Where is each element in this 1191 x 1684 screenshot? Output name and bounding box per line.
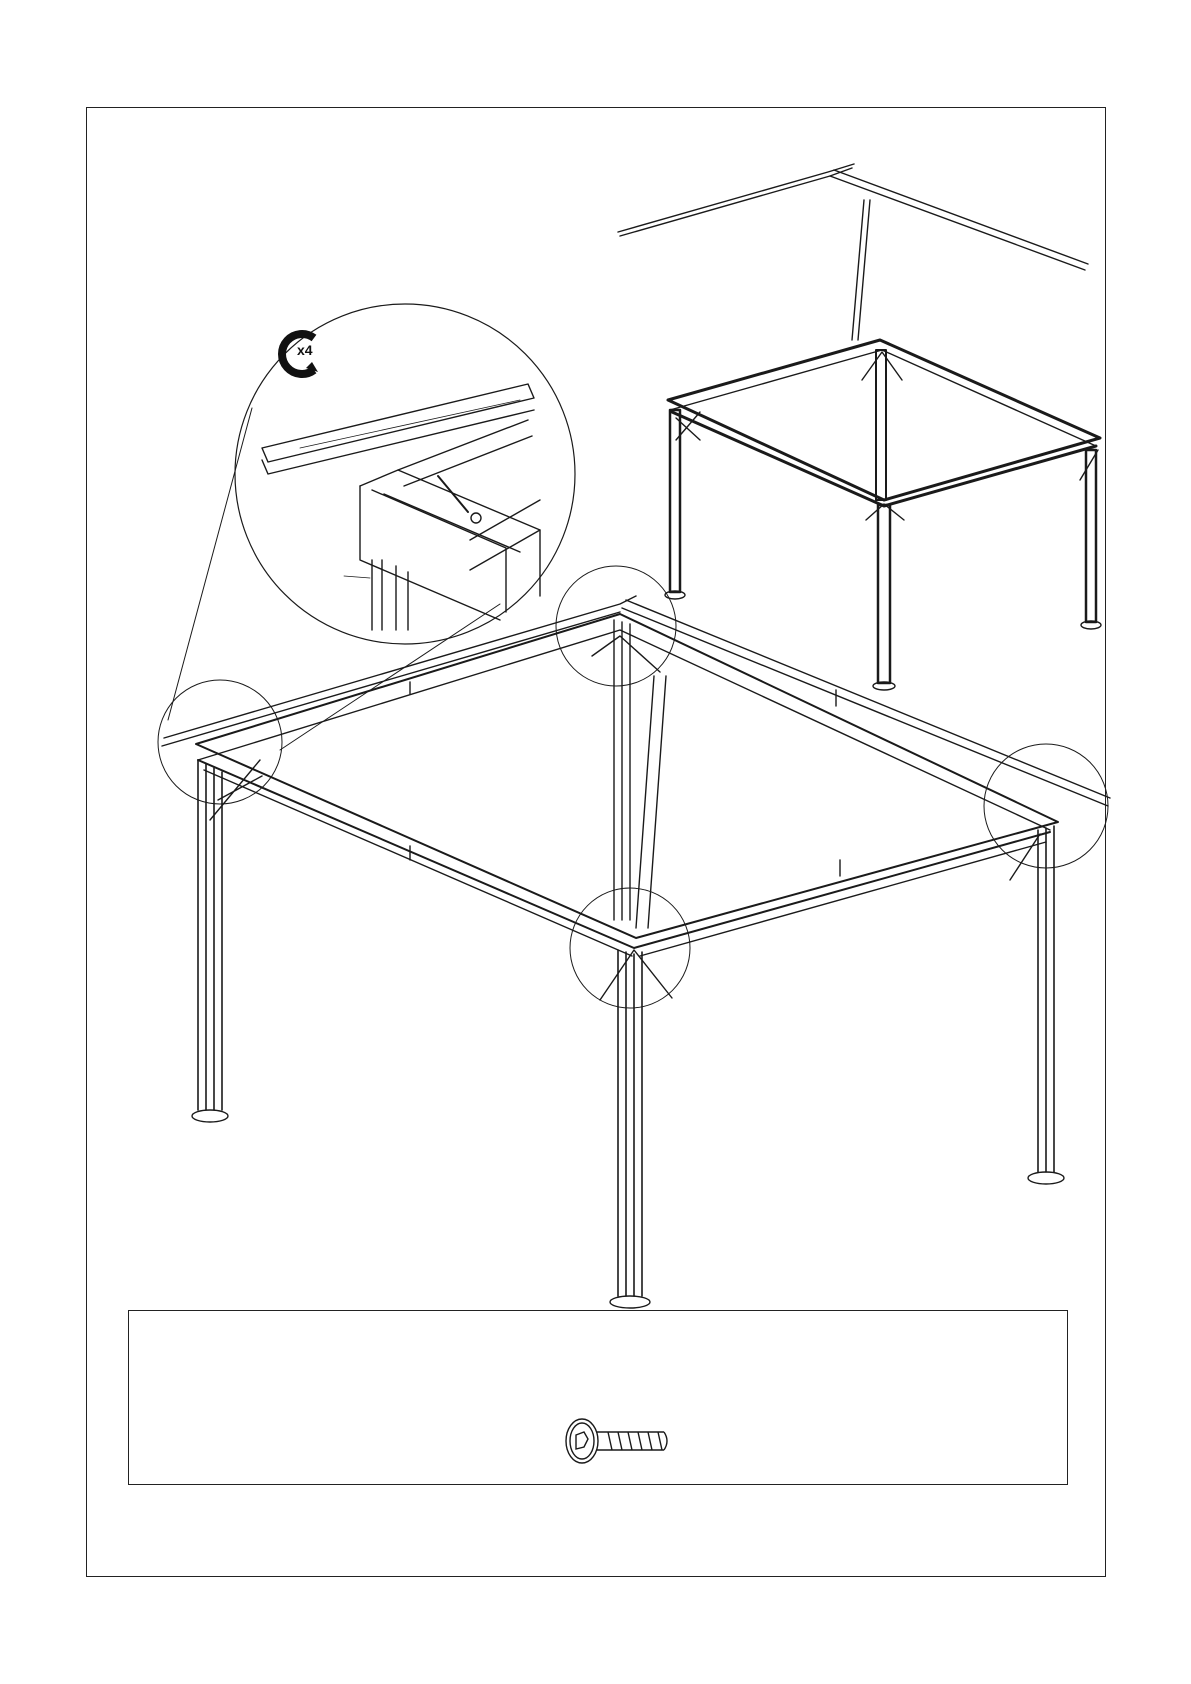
roof-pole-center: [852, 200, 864, 340]
hex-socket-button-head-screw-icon: [560, 1416, 670, 1466]
main-roof-pole-right: [622, 608, 1108, 806]
roof-pole-left: [620, 168, 852, 236]
detail-magnifier: [168, 304, 575, 750]
rotation-count: x4: [297, 342, 313, 358]
reference-gazebo: [618, 164, 1101, 690]
main-gazebo: [158, 566, 1110, 1308]
main-roof-pole-left: [164, 596, 636, 738]
